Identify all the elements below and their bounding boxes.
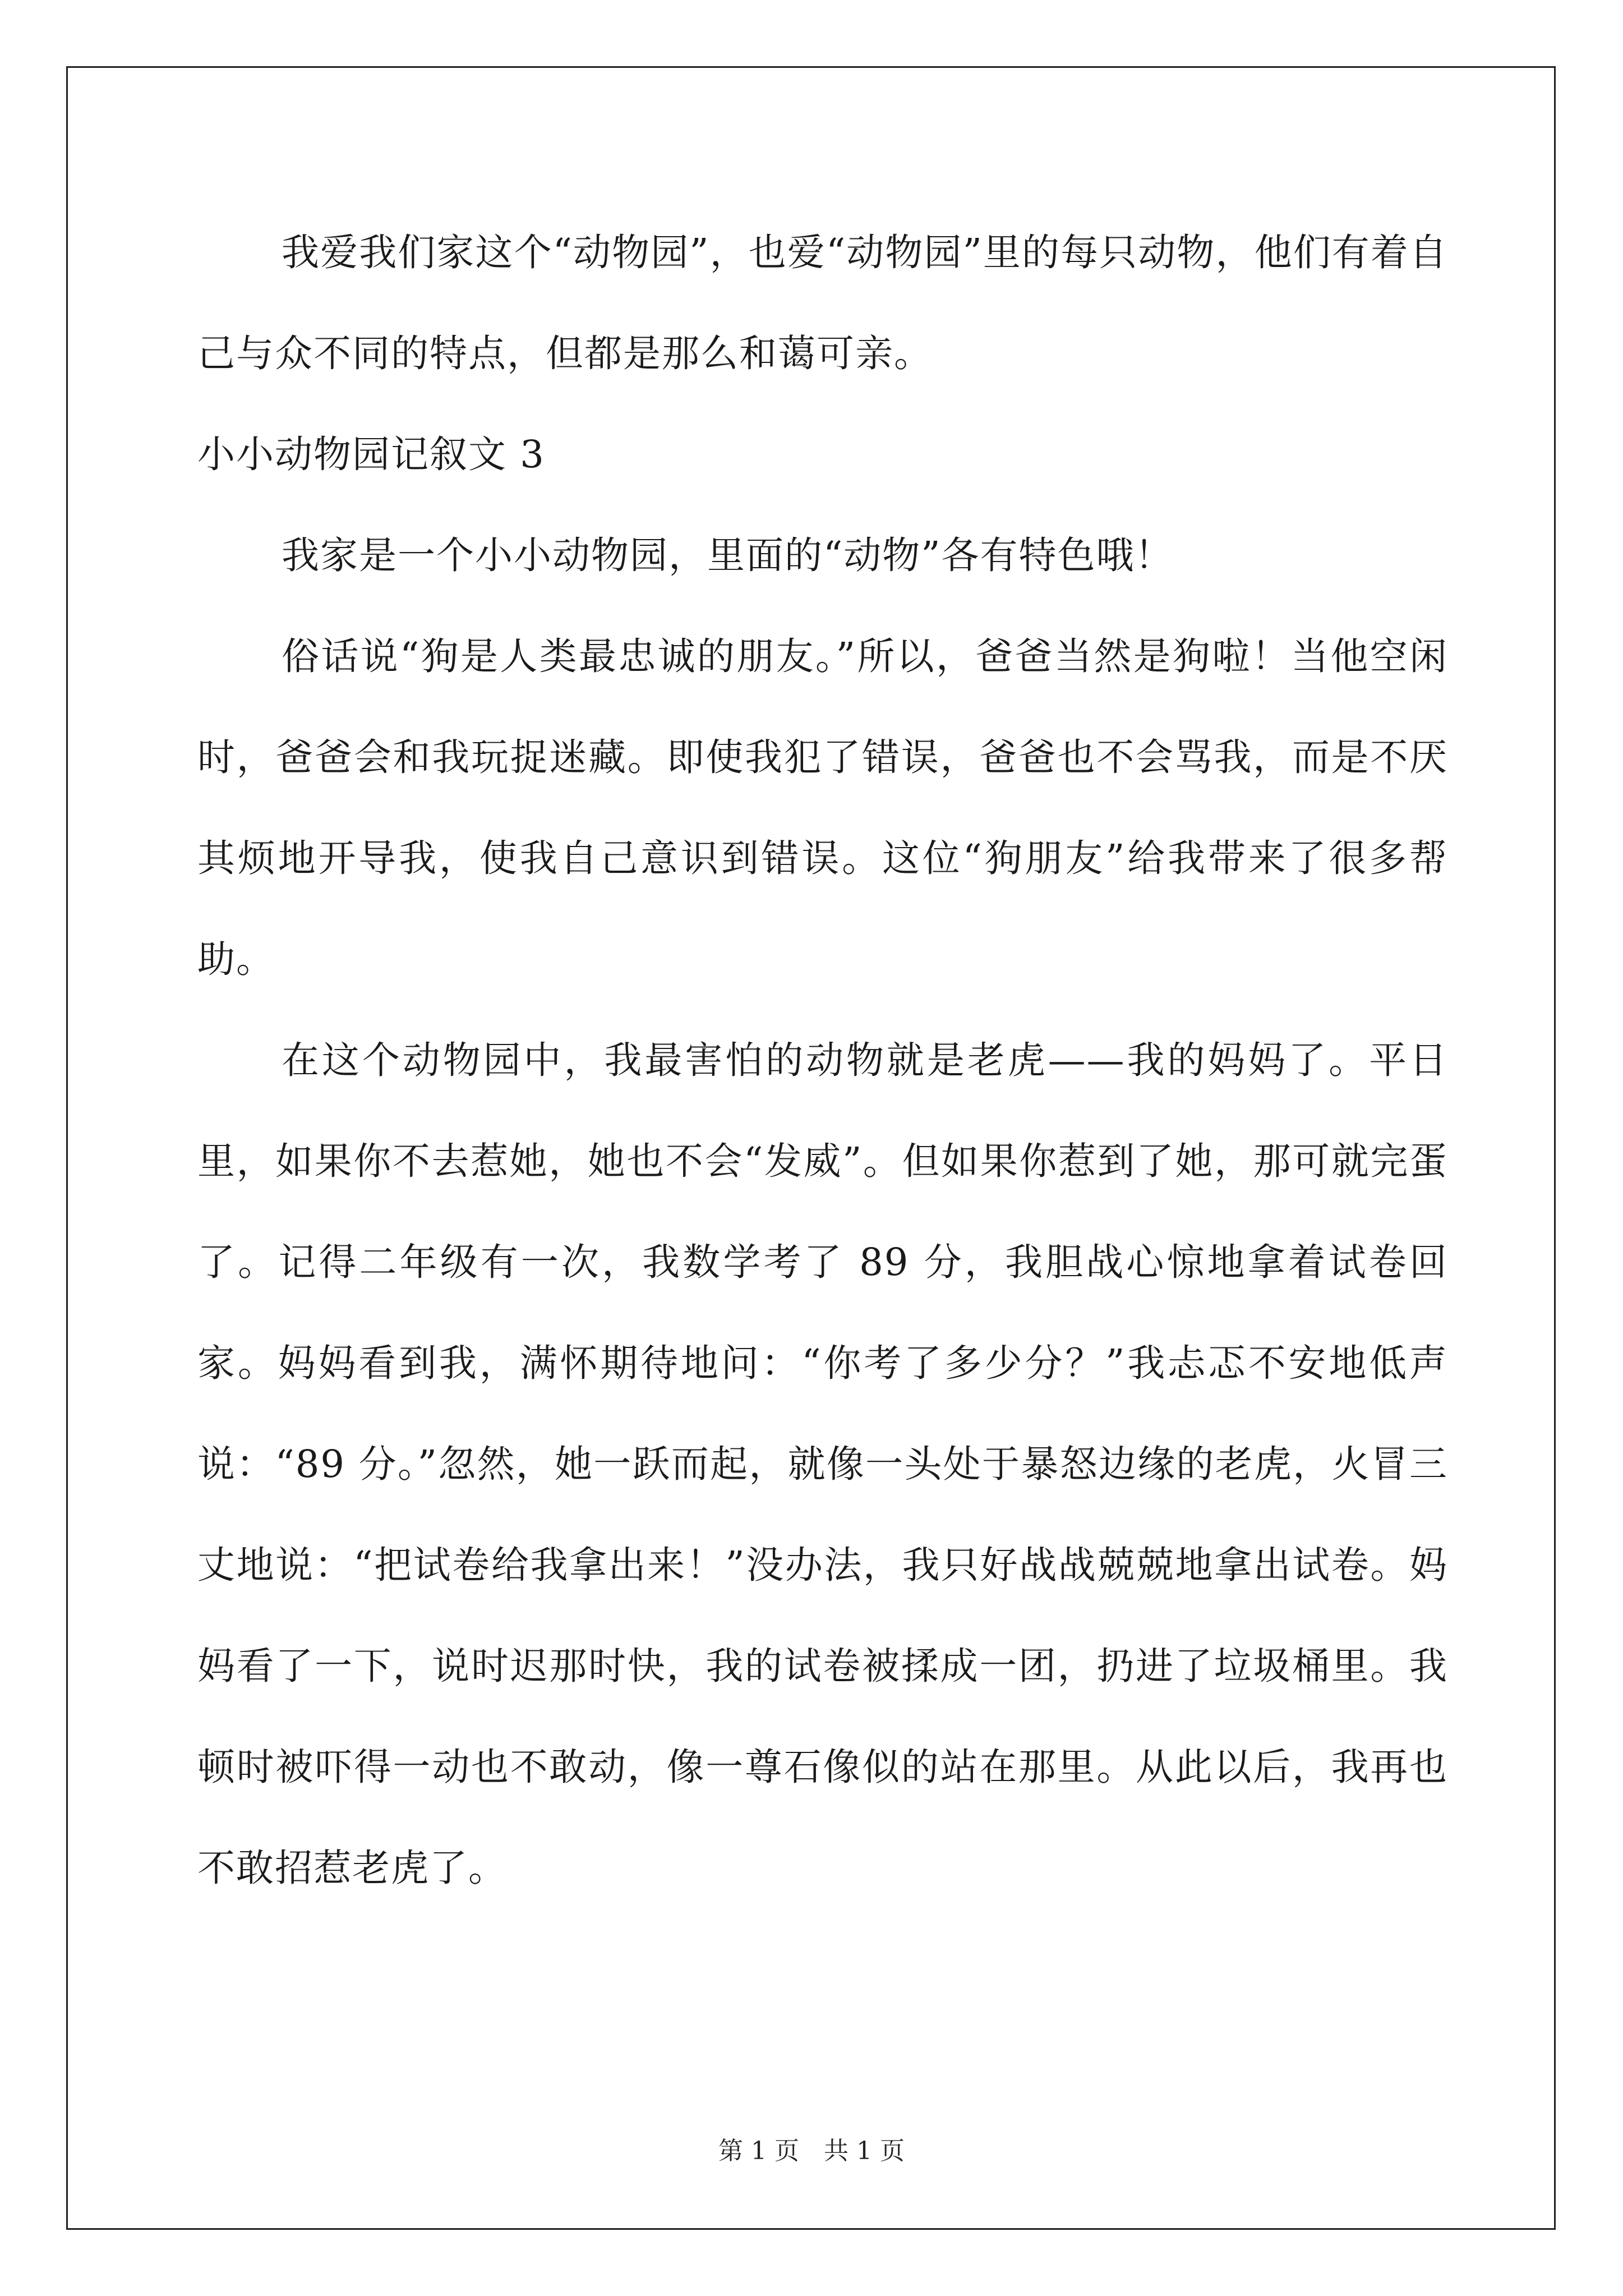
paragraph-opening: 我家是一个小小动物园，里面的“动物”各有特色哦！ — [282, 533, 1174, 577]
page-number-footer: 第 1 页 共 1 页 — [718, 2137, 905, 2165]
section-heading: 小小动物园记叙文 3 — [197, 432, 545, 476]
paragraph-intro-closing: 我爱我们家这个“动物园”，也爱“动物园”里的每只动物，他们有着自己与众不同的特点，但都是那么和蔼可亲。 — [197, 231, 1448, 375]
paragraph-dad-dog: 俗话说“狗是人类最忠诚的朋友。”所以，爸爸当然是狗啦！当他空闲时，爸爸会和我玩捉迷藏。即使我犯了错误，爸爸也不会骂我，而是不厌其烦地开导我，使我自己意识到错误。这位“狗朋友”给我带来了很多帮助。 — [197, 634, 1448, 981]
document-body — [197, 202, 1448, 1918]
paragraph-mom-tiger: 在这个动物园中，我最害怕的动物就是老虎——我的妈妈了。平日里，如果你不去惹她，她也不会“发威”。但如果你惹到了她，那可就完蛋了。记得二年级有一次，我数学考了 89 分，我胆战心惊地拿着试卷回家。妈妈看到我，满怀期待地问：“你考了多少分？”我忐忑不安地低声说：“89 分。”忽然，她一跃而起，就像一头处于暴怒边缘的老虎，火冒三丈地说：“把试卷给我拿出来！”没办法，我只好战战兢兢地拿出试卷。妈妈看了一下，说时迟那时快，我的试卷被揉成一团，扔进了垃圾桶里。我顿时被吓得一动也不敢动，像一尊石像似的站在那里。从此以后，我再也不敢招惹老虎了。 — [197, 1038, 1448, 1890]
